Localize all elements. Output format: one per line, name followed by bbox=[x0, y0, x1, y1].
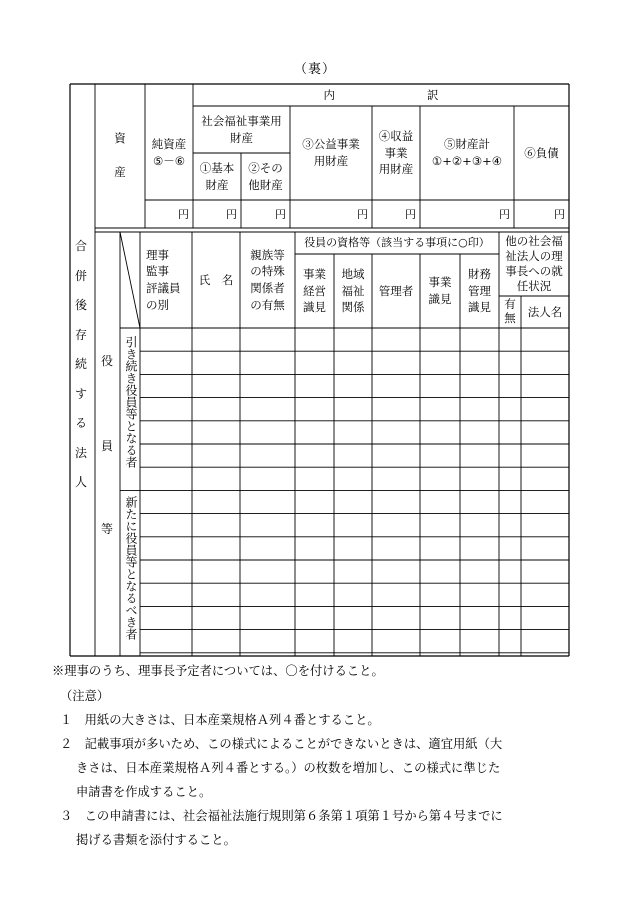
unit-public-interest-assets: 円 bbox=[357, 208, 368, 221]
unit-other-assets: 円 bbox=[275, 208, 286, 221]
unit-liabilities: 円 bbox=[554, 208, 565, 221]
officer-name-header: 氏 名 bbox=[198, 272, 234, 287]
continuing-officers-group-label: 引き続き役員等となる者 bbox=[124, 336, 138, 468]
note-3a: ３ この申請書には、社会福祉法施行規則第６条第１項第１号から第４号までに bbox=[60, 809, 503, 823]
qualification-header: 役員の資格等（該当する事項に○印） bbox=[304, 236, 490, 250]
note-2b: きさは、日本産業規格Ａ列４番とする。）の枚数を増加し、この様式に準じた bbox=[76, 761, 501, 775]
unit-profit-assets: 円 bbox=[405, 208, 416, 221]
unit-net-assets: 円 bbox=[178, 208, 189, 221]
assets-label-bottom: 産 bbox=[114, 164, 126, 179]
liabilities-header: ⑥負債 bbox=[524, 145, 559, 160]
assets-label-top: 資 bbox=[114, 130, 126, 145]
other-corp-name-header: 法人名 bbox=[527, 304, 563, 319]
notes-heading: （注意） bbox=[60, 689, 110, 703]
side-label-char: 併 bbox=[74, 268, 87, 283]
side-label-char: 続 bbox=[74, 357, 87, 371]
social-welfare-assets-header: 社会福祉事業用 財産 bbox=[201, 113, 282, 145]
other-assets-header: ②その 他財産 bbox=[248, 160, 283, 192]
officers-label-char: 員 bbox=[100, 439, 113, 453]
q-insight-header: 事業 識見 bbox=[428, 275, 452, 306]
total-assets-header: ⑤財産計 ①+②+③+④ bbox=[431, 137, 503, 168]
note-asterisk: ※理事のうち、理事長予定者については、〇を付けること。 bbox=[52, 664, 384, 678]
side-label-char: 存 bbox=[74, 327, 87, 342]
note-2a: ２ 記載事項が多いため、この様式によることができないときは、適宜用紙（大 bbox=[60, 737, 503, 751]
other-corp-yes-no-header: 有 無 bbox=[504, 297, 516, 325]
note-1: １ 用紙の大きさは、日本産業規格Ａ列４番とすること。 bbox=[60, 713, 380, 727]
q-regional-header: 地域 福祉 関係 bbox=[341, 266, 365, 315]
q-business-header: 事業 経営 識見 bbox=[303, 266, 326, 315]
q-finance-header: 財務 管理 識見 bbox=[468, 266, 491, 315]
note-2c: 申請書を作成すること。 bbox=[76, 785, 212, 799]
officer-category-header: 理事 監事 評議員 の別 bbox=[146, 247, 181, 312]
unit-total-assets: 円 bbox=[499, 208, 510, 221]
side-label-char: す bbox=[74, 386, 87, 401]
new-officers-group-label: 新たに役員等となるべき者 bbox=[124, 496, 138, 640]
q-manager-header: 管理者 bbox=[378, 283, 414, 298]
profit-assets-header: ④収益 事業 用財産 bbox=[378, 128, 414, 177]
side-label-char: 人 bbox=[74, 475, 87, 489]
officers-label-char: 役 bbox=[100, 354, 113, 368]
note-3b: 掲げる書類を添付すること。 bbox=[76, 833, 236, 847]
officers-label-char: 等 bbox=[100, 522, 113, 536]
breakdown-header: 内 訳 bbox=[323, 87, 439, 102]
net-assets-header: 純資産 ⑤－⑥ bbox=[151, 137, 187, 168]
side-label-char: る bbox=[74, 416, 87, 430]
side-label-char: 合 bbox=[74, 239, 87, 253]
public-interest-assets-header: ③公益事業 用財産 bbox=[302, 137, 360, 168]
side-label-char: 法 bbox=[74, 445, 87, 460]
side-label-char: 後 bbox=[74, 298, 87, 312]
other-corp-header: 他の社会福 祉法人の理 事長への就 任状況 bbox=[505, 234, 563, 293]
basic-assets-header: ①基本 財産 bbox=[199, 160, 235, 192]
relative-header: 親族等 の特殊 関係者 の有無 bbox=[250, 247, 285, 312]
unit-basic-assets: 円 bbox=[226, 208, 237, 221]
page-title: （裏） bbox=[293, 62, 336, 77]
